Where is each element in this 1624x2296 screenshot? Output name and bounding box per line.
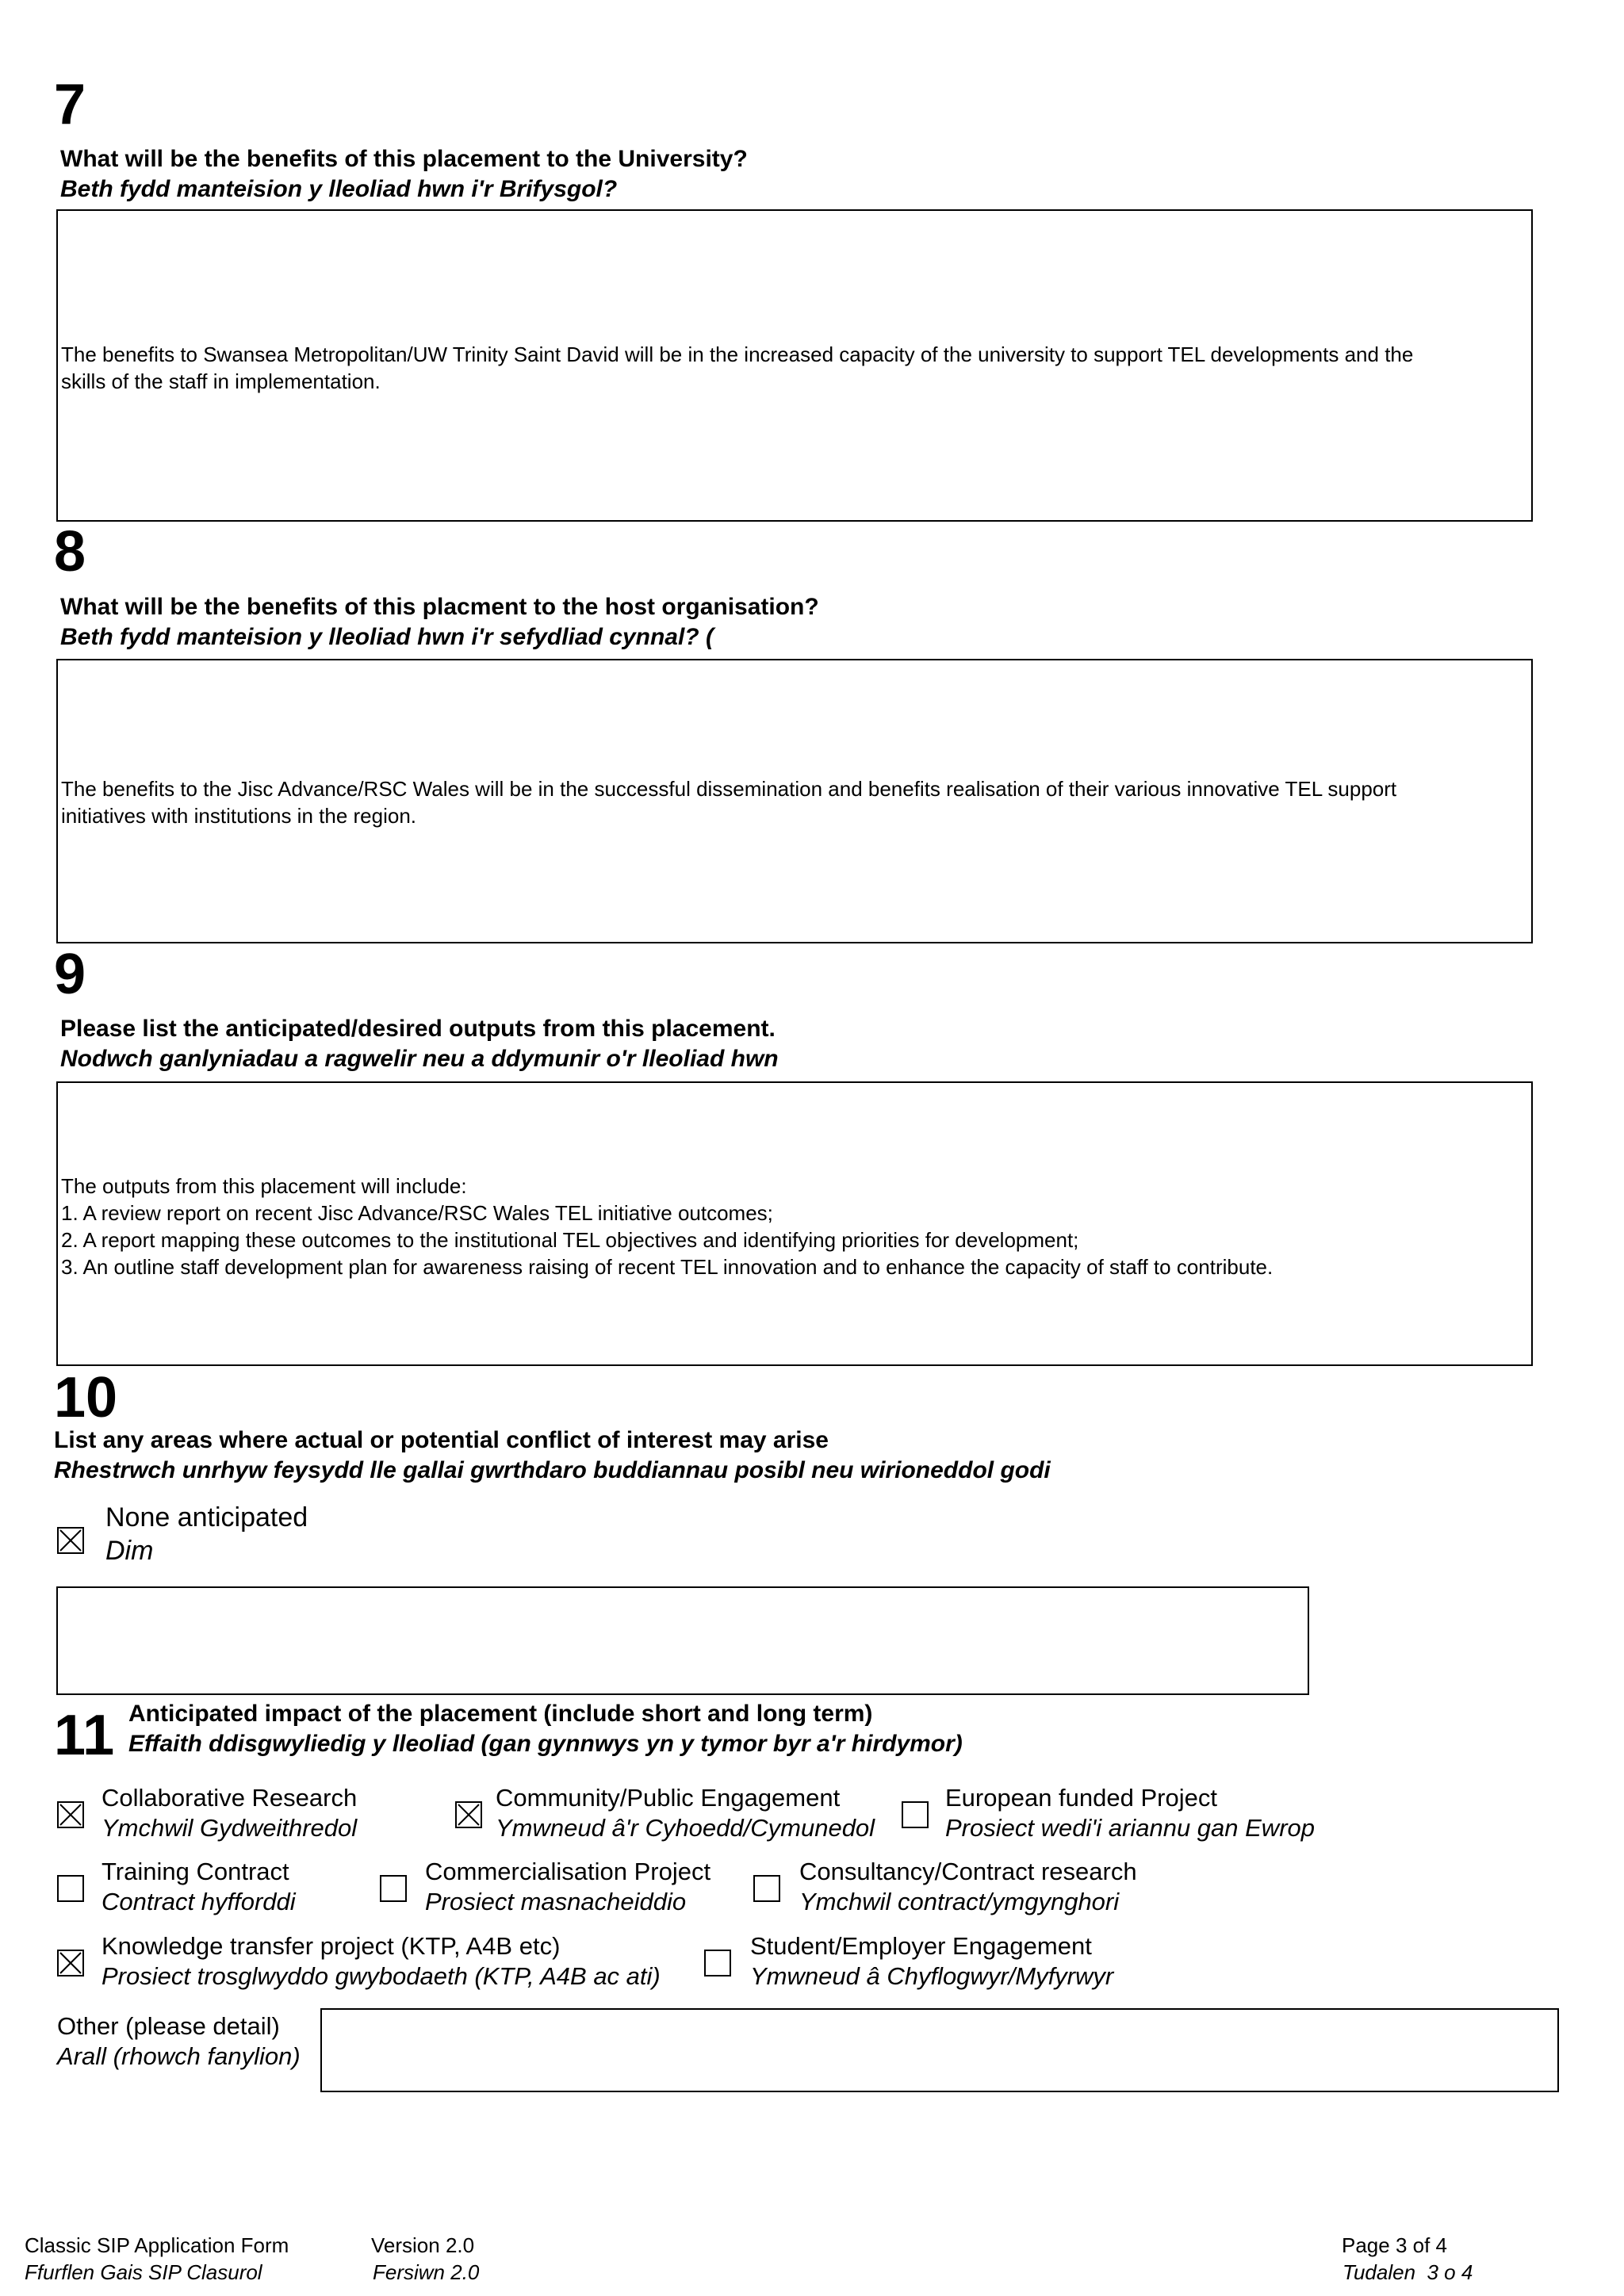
- training-contract-label-en: Training Contract: [102, 1858, 289, 1885]
- consultancy-checkbox[interactable]: [753, 1875, 780, 1902]
- community-engagement-label-en: Community/Public Engagement: [496, 1784, 841, 1812]
- question-9-en: Please list the anticipated/desired outputs from this placement.: [60, 1016, 776, 1042]
- footer-page-cy: Tudalen 3 o 4: [1342, 2260, 1473, 2284]
- question-9-cy: Nodwch ganlyniadau a ragwelir neu a ddymunir o'r lleoliad hwn: [60, 1046, 779, 1072]
- question-8-cy: Beth fydd manteision y lleoliad hwn i'r sefydliad cynnal? (: [60, 624, 714, 650]
- other-label-cy: Arall (rhowch fanylion): [57, 2042, 301, 2070]
- checkbox-cross-icon: [59, 1529, 82, 1552]
- question-11-en: Anticipated impact of the placement (include short and long term): [128, 1701, 873, 1727]
- footer-form-cy: Ffurflen Gais SIP Clasurol: [25, 2260, 262, 2284]
- training-contract-label-cy: Contract hyfforddi: [102, 1888, 296, 1915]
- answer-text-8: The benefits to the Jisc Advance/RSC Wales will be in the successful dissemination and benefits realisation of their various innovative TEL support initiatives with institutions in the region.: [61, 777, 1397, 828]
- collaborative-research-label-en: Collaborative Research: [102, 1784, 358, 1812]
- none-anticipated-label-en: None anticipated: [105, 1502, 308, 1533]
- question-10-en: List any areas where actual or potential conflict of interest may arise: [54, 1427, 829, 1453]
- none-anticipated-checkbox[interactable]: [57, 1527, 84, 1554]
- answer-box-8[interactable]: [56, 659, 1533, 943]
- european-funded-checkbox[interactable]: [902, 1801, 929, 1828]
- answer-text-9: The outputs from this placement will include: 1. A review report on recent Jisc Advance/RSC Wales TEL initiative outcomes; 2. A report mapping these outcomes to the institutional TEL objectives and identifying priorities for development; 3. An outline staff development plan for awareness raising of recent TEL innovation and to enhance the capacity of staff to contribute.: [61, 1174, 1274, 1279]
- european-funded-label-cy: Prosiect wedi'i ariannu gan Ewrop: [945, 1814, 1315, 1842]
- knowledge-transfer-checkbox[interactable]: [57, 1950, 84, 1976]
- section-number-11: 11: [54, 1704, 115, 1767]
- commercialisation-label-en: Commercialisation Project: [425, 1858, 711, 1885]
- answer-box-9[interactable]: [56, 1081, 1533, 1366]
- question-7-cy: Beth fydd manteision y lleoliad hwn i'r Brifysgol?: [60, 176, 618, 202]
- checkbox-cross-icon: [59, 1951, 82, 1975]
- training-contract-checkbox[interactable]: [57, 1875, 84, 1902]
- checkbox-cross-icon: [59, 1803, 82, 1827]
- footer-version-en: Version 2.0: [371, 2233, 475, 2257]
- community-engagement-checkbox[interactable]: [455, 1801, 482, 1828]
- european-funded-label-en: European funded Project: [945, 1784, 1217, 1812]
- answer-box-7[interactable]: [56, 209, 1533, 522]
- commercialisation-label-cy: Prosiect masnacheiddio: [425, 1888, 687, 1915]
- question-10-cy: Rhestrwch unrhyw feysydd lle gallai gwrthdaro buddiannau posibl neu wirioneddol godi: [54, 1457, 1051, 1483]
- other-label-en: Other (please detail): [57, 2012, 280, 2040]
- community-engagement-label-cy: Ymwneud â'r Cyhoedd/Cymunedol: [496, 1814, 875, 1842]
- commercialisation-checkbox[interactable]: [380, 1875, 407, 1902]
- checkbox-cross-icon: [457, 1803, 481, 1827]
- footer-page-en: Page 3 of 4: [1342, 2233, 1447, 2257]
- student-employer-label-en: Student/Employer Engagement: [750, 1932, 1092, 1960]
- consultancy-label-cy: Ymchwil contract/ymgynghori: [799, 1888, 1120, 1915]
- collaborative-research-checkbox[interactable]: [57, 1801, 84, 1828]
- question-11-cy: Effaith ddisgwyliedig y lleoliad (gan gynnwys yn y tymor byr a'r hirdymor): [128, 1731, 963, 1757]
- collaborative-research-label-cy: Ymchwil Gydweithredol: [102, 1814, 358, 1842]
- consultancy-label-en: Consultancy/Contract research: [799, 1858, 1137, 1885]
- student-employer-checkbox[interactable]: [704, 1950, 731, 1976]
- section-number-8: 8: [54, 520, 86, 584]
- conflict-details-box[interactable]: [56, 1586, 1309, 1695]
- none-anticipated-label-cy: Dim: [105, 1536, 154, 1566]
- question-8-en: What will be the benefits of this placment to the host organisation?: [60, 594, 819, 620]
- knowledge-transfer-label-cy: Prosiect trosglwyddo gwybodaeth (KTP, A4B ac ati): [102, 1962, 661, 1990]
- knowledge-transfer-label-en: Knowledge transfer project (KTP, A4B etc): [102, 1932, 561, 1960]
- answer-text-7: The benefits to Swansea Metropolitan/UW Trinity Saint David will be in the increased capacity of the university to support TEL developments and the skills of the staff in implementation.: [61, 342, 1414, 393]
- student-employer-label-cy: Ymwneud â Chyflogwyr/Myfyrwyr: [750, 1962, 1114, 1990]
- footer-version-cy: Fersiwn 2.0: [373, 2260, 480, 2284]
- footer-form-en: Classic SIP Application Form: [25, 2233, 289, 2257]
- other-details-box[interactable]: [320, 2008, 1559, 2092]
- question-7-en: What will be the benefits of this placement to the University?: [60, 146, 748, 172]
- section-number-10: 10: [54, 1366, 118, 1429]
- section-number-7: 7: [54, 73, 86, 136]
- section-number-9: 9: [54, 943, 86, 1006]
